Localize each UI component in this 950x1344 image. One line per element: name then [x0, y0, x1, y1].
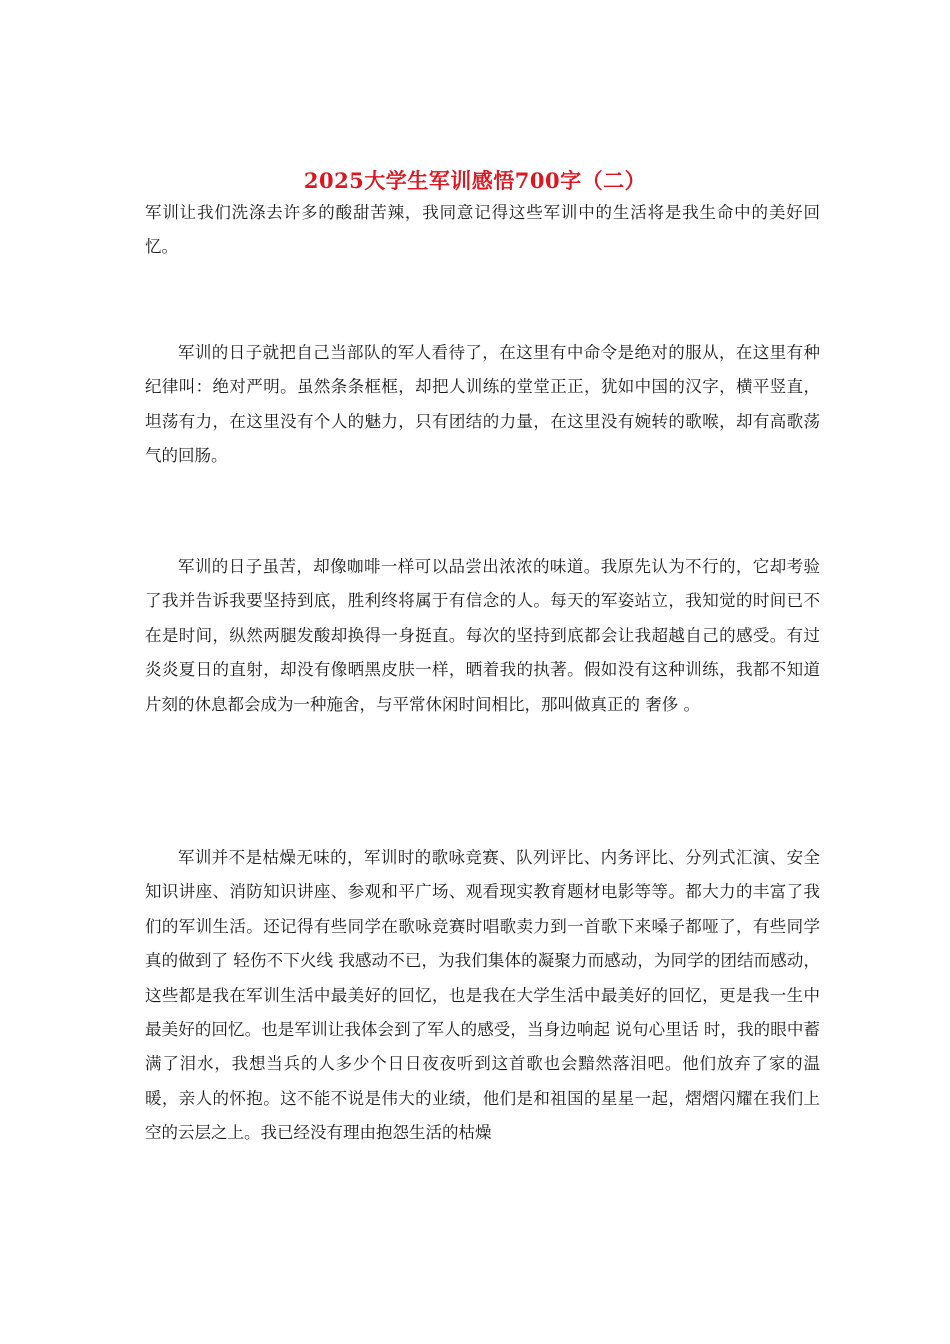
paragraph-intro: 军训让我们洗涤去许多的酸甜苦辣，我同意记得这些军训中的生活将是我生命中的美好回忆。	[145, 203, 820, 257]
paragraph-discipline: 军训的日子就把自己当部队的军人看待了，在这里有中命令是绝对的服从，在这里有种纪律叫：绝对严明。虽然条条框框，却把人训练的堂堂正正，犹如中国的汉字，横平竖直，坦荡有力，在这里没有个人的魅力，只有团结的力量，在这里没有婉转的歌喉，却有高歌荡气的回肠。	[145, 343, 820, 466]
paragraph-hardship: 军训的日子虽苦，却像咖啡一样可以品尝出浓浓的味道。我原先认为不行的，它却考验了我并告诉我要坚持到底，胜利终将属于有信念的人。每天的军姿站立，我知觉的时间已不在是时间，纵然两腿发酸却换得一身挺直。每次的坚持到底都会让我超越自己的感受。有过炎炎夏日的直射，却没有像晒黑皮肤一样，晒着我的执著。假如没有这种训练，我都不知道片刻的休息都会成为一种施舍，与平常休闲时间相比，那叫做真正的 奢侈 。	[145, 557, 820, 714]
paragraph-activities: 军训并不是枯燥无味的，军训时的歌咏竞赛、队列评比、内务评比、分列式汇演、安全知识讲座、消防知识讲座、参观和平广场、观看现实教育题材电影等等。都大力的丰富了我们的军训生活。还记得有些同学在歌咏竞赛时唱歌卖力到一首歌下来嗓子都哑了，有些同学真的做到了 轻伤不下火线 我感动不已，为我们集体的凝聚力而感动，为同学的团结而感动，这些都是我在军训生活中最美好的回忆，也是我在大学生活中最美好的回忆，更是我一生中最美好的回忆。也是军训让我体会到了军人的感受，当身边响起 说句心里话 时，我的眼中蓄满了泪水，我想当兵的人多少个日日夜夜听到这首歌也会黯然落泪吧。他们放弃了家的温暖，亲人的怀抱。这不能不说是伟大的业绩，他们是和祖国的星星一起，熠熠闪耀在我们上空的云层之上。我已经没有理由抱怨生活的枯燥	[145, 848, 820, 1143]
document-title: 2025大学生军训感悟700字（二）	[303, 168, 647, 194]
